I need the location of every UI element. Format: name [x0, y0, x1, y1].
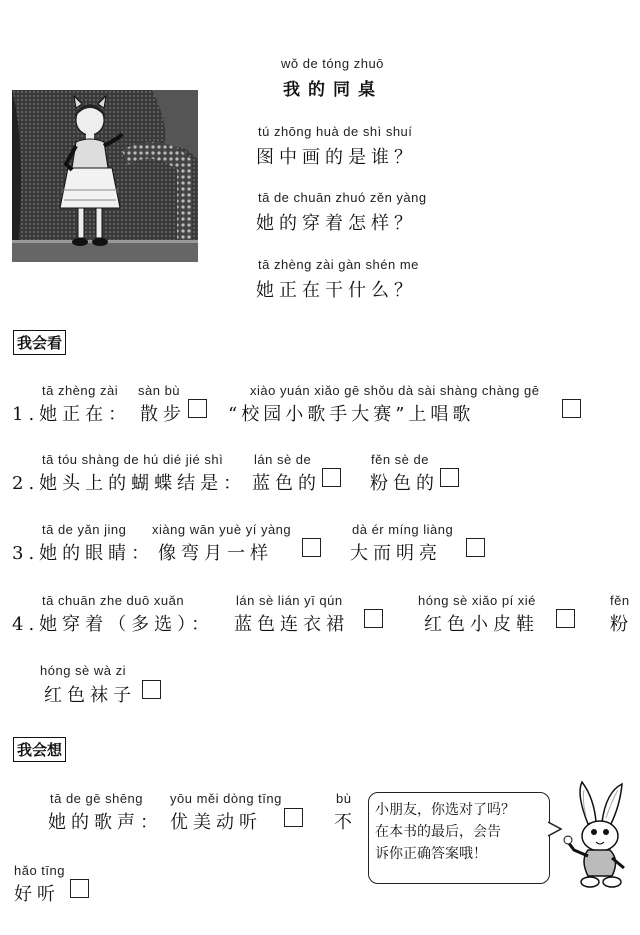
think-opt1-pinyin: yōu měi dòng tīng — [170, 791, 282, 806]
item1-opt1-pinyin: sàn bù — [138, 383, 181, 398]
think-opt1-checkbox[interactable] — [284, 808, 303, 827]
girl-singing-illustration — [12, 90, 198, 262]
question-2-pinyin: tā de chuān zhuó zěn yàng — [258, 190, 427, 205]
item1-opt1: 散步 — [140, 404, 186, 425]
item2-opt1: 蓝色的 — [252, 473, 321, 494]
item4-opt1-checkbox[interactable] — [364, 609, 383, 628]
item3-prefix: 3.她的眼睛： — [12, 543, 155, 564]
section-label-think: 我会想 — [13, 737, 66, 762]
think-opt3: 好听 — [14, 884, 60, 905]
think-opt2: 不 — [334, 812, 357, 833]
bubble-line-1: 小朋友，你选对了吗？ — [375, 802, 515, 818]
item3-opt2-pinyin: dà ér míng liàng — [352, 522, 454, 537]
item3-opt2: 大而明亮 — [350, 543, 442, 564]
item1-prefix-pinyin: tā zhèng zài — [42, 383, 119, 398]
item1-opt2-checkbox[interactable] — [562, 399, 581, 418]
question-2-text: 她的穿着怎样？ — [256, 213, 417, 234]
section-label-look: 我会看 — [13, 330, 66, 355]
item2-prefix: 2.她头上的蝴蝶结是： — [12, 473, 247, 494]
item4-opt4-pinyin: hóng sè wà zi — [40, 663, 126, 678]
item4-opt3-pinyin: fěn — [610, 593, 630, 608]
item3-opt2-checkbox[interactable] — [466, 538, 485, 557]
page-title: 我的同桌 — [283, 80, 383, 100]
item4-opt4-checkbox[interactable] — [142, 680, 161, 699]
item1-opt2-pinyin: xiào yuán xiǎo gē shǒu dà sài shàng chàng gē — [250, 383, 540, 398]
item4-prefix-pinyin: tā chuān zhe duō xuǎn — [42, 593, 185, 608]
bubble-line-3: 诉你正确答案哦！ — [375, 846, 487, 862]
item2-opt2: 粉色的 — [370, 473, 439, 494]
item3-prefix-pinyin: tā de yǎn jing — [42, 522, 127, 537]
item2-opt2-pinyin: fěn sè de — [371, 452, 429, 467]
item4-opt1-pinyin: lán sè lián yī qún — [236, 593, 343, 608]
item4-opt1: 蓝色连衣裙 — [234, 614, 349, 635]
item3-opt1-checkbox[interactable] — [302, 538, 321, 557]
question-3-pinyin: tā zhèng zài gàn shén me — [258, 257, 419, 272]
item4-opt2-pinyin: hóng sè xiǎo pí xié — [418, 593, 536, 608]
bubble-line-2: 在本书的最后，会告 — [375, 824, 501, 840]
question-1-pinyin: tú zhōng huà de shì shuí — [258, 124, 413, 139]
think-prefix-pinyin: tā de gē shēng — [50, 791, 144, 806]
item4-prefix: 4.她穿着（多选）： — [12, 614, 215, 635]
item2-opt2-checkbox[interactable] — [440, 468, 459, 487]
think-opt3-checkbox[interactable] — [70, 879, 89, 898]
think-prefix: 她的歌声： — [48, 812, 163, 833]
think-opt3-pinyin: hǎo tīng — [14, 863, 65, 878]
item1-prefix: 1.她正在： — [12, 404, 132, 425]
think-opt1: 优美动听 — [170, 812, 262, 833]
item4-opt4: 红色袜子 — [44, 685, 136, 706]
item4-opt2: 红色小皮鞋 — [424, 614, 539, 635]
item2-opt1-pinyin: lán sè de — [254, 452, 312, 467]
item3-opt1: 像弯月一样 — [158, 543, 273, 564]
question-1-text: 图中画的是谁？ — [256, 147, 417, 168]
item3-opt1-pinyin: xiàng wān yuè yí yàng — [152, 522, 292, 537]
rabbit-mascot-icon — [560, 780, 636, 892]
item4-opt3: 粉 — [610, 614, 633, 635]
item1-opt1-checkbox[interactable] — [188, 399, 207, 418]
item2-prefix-pinyin: tā tóu shàng de hú dié jié shì — [42, 452, 224, 467]
item2-opt1-checkbox[interactable] — [322, 468, 341, 487]
speech-bubble — [368, 792, 550, 884]
title-pinyin: wǒ de tóng zhuō — [281, 56, 384, 71]
item4-opt2-checkbox[interactable] — [556, 609, 575, 628]
question-3-text: 她正在干什么？ — [256, 280, 417, 301]
item1-opt2: “校园小歌手大赛”上唱歌 — [228, 404, 475, 425]
think-opt2-pinyin: bù — [336, 791, 352, 806]
